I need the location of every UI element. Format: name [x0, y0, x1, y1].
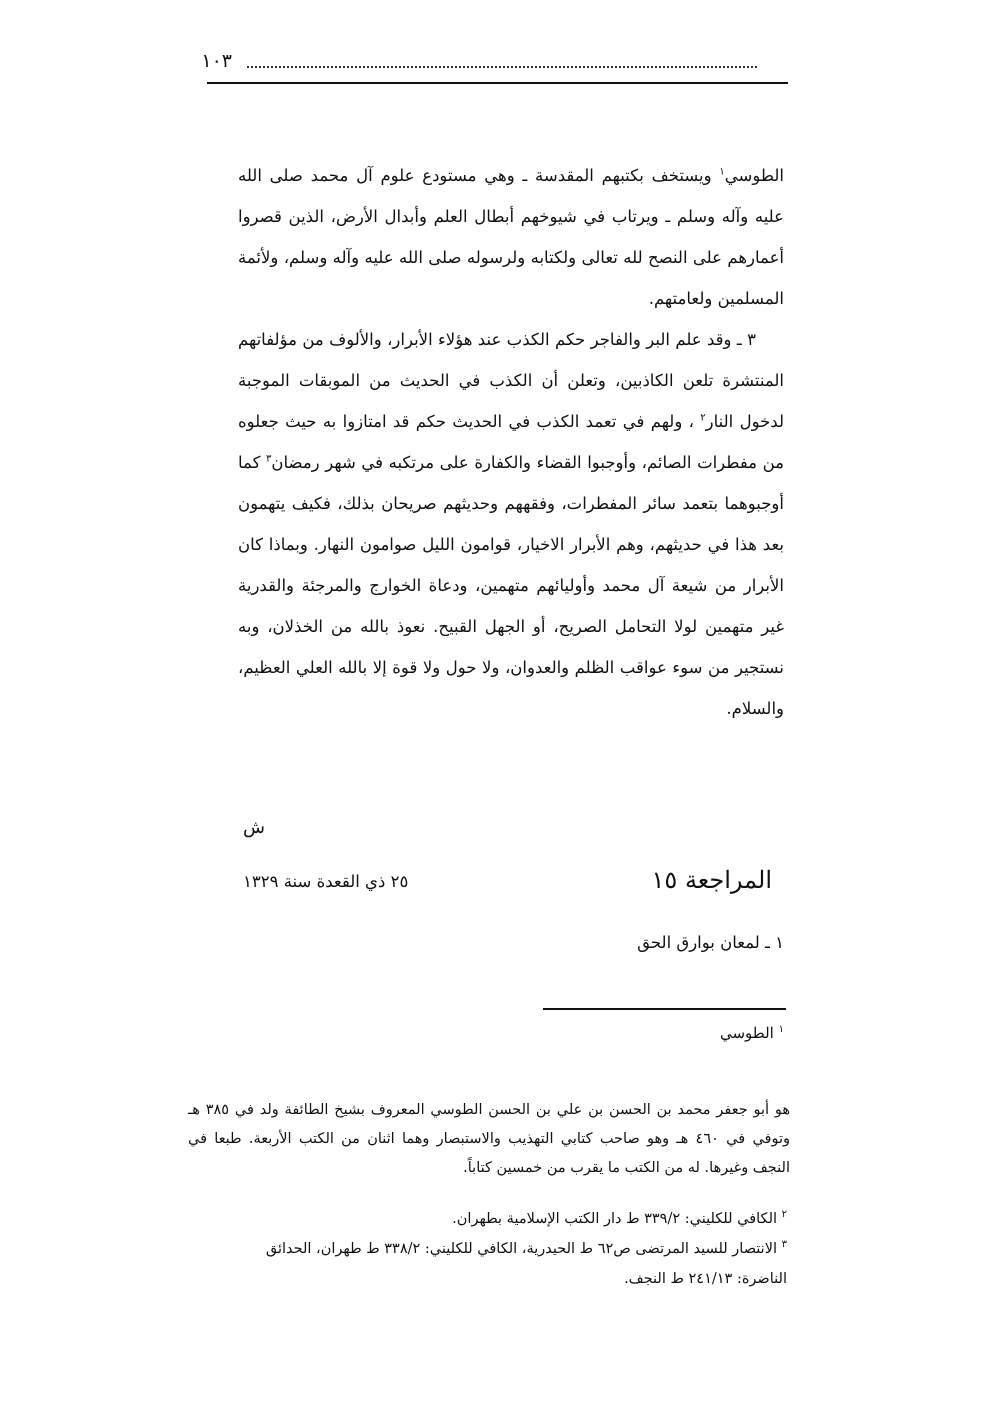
footnote-3-text: الانتصار للسيد المرتضى ص٦٢ ط الحيدرية، الكافي للكليني: ٣٣٨/٢ ط طهران، الحدائق الناضرة: ٢٤١/١٣ ط النجف.	[265, 1241, 787, 1287]
footnote-ref-3[interactable]: ٣	[266, 453, 272, 465]
footnote-2	[227, 1204, 787, 1234]
footnote-list	[227, 1204, 787, 1294]
footnote-1-body	[188, 1096, 790, 1183]
header-dotted-line	[247, 66, 757, 68]
para1-text: ويستخف بكتبهم المقدسة ـ وهي مستودع علوم آل محمد صلى الله عليه وآله وسلم ـ ويرتاب في شيوخهم أبطال العلم وأبدال الأرض، الذين قصروا أعمارهم على النصح لله تعالى ولكتابه ولرسوله صلى الله عليه وآله وسلم، ولأئمة المسلمين ولعامتهم.	[238, 166, 784, 308]
header-rule	[207, 82, 788, 84]
footnote-1-title: الطوسي	[719, 1024, 779, 1042]
footnote-1-label: ١	[778, 1024, 784, 1035]
section-item-1: ١ ـ لمعان بوارق الحق	[637, 933, 784, 952]
footnote-ref-1[interactable]: ١	[719, 166, 725, 178]
para2-text-c: كما أوجبوهما بتعمد سائر المفطرات، وفقههم وحديثهم صريحان بذلك، فكيف يتهمون بعد هذا في حديثهم، وهم الأبرار الاخيار، قوامون الليل صوامون النهار. وبماذا كان الأبرار من شيعة آل محمد وأوليائهم متهمين، ودعاة الخوارج والمرجئة والقدرية غير متهمين لولا التحامل الصريح، أو الجهل القبيح. نعوذ بالله من الخذلان، وبه نستجير من سوء عواقب الظلم والعدوان، ولا حول ولا قوة إلا بالله العلي العظيم، والسلام.	[238, 453, 784, 718]
footnote-2-label: ٢	[781, 1209, 787, 1221]
page-number: ١٠٣	[201, 50, 232, 72]
signature-letter: ش	[243, 817, 265, 838]
section-date: ٢٥ ذي القعدة سنة ١٣٢٩	[243, 872, 409, 891]
footnote-1-text: هو أبو جعفر محمد بن الحسن بن علي بن الحسن الطوسي المعروف بشيخ الطائفة ولد في ٣٨٥ هـ وتوفي في ٤٦٠ هـ وهو صاحب كتابي التهذيب والاستبصار وهما اثنان من الكتب الأربعة. طبعا في النجف وغيرها. له من الكتب ما يقرب من خمسين كتاباً.	[188, 1102, 790, 1176]
footnote-3-label: ٣	[781, 1239, 787, 1251]
para1-first-word: الطوسي	[724, 166, 784, 185]
footnote-ref-2[interactable]: ٢	[700, 412, 706, 424]
footnote-separator	[543, 1008, 786, 1010]
para2-text-a: ٣ ـ وقد علم البر والفاجر حكم الكذب عند هؤلاء الأبرار، والألوف من مؤلفاتهم المنتشرة تلعن الكاذبين، وتعلن أن الكذب في الحديث من الموبقات الموجبة لدخول النار	[238, 330, 784, 431]
para2-text-b: ، ولهم في تعمد الكذب في الحديث حكم قد امتازوا به حيث جعلوه من مفطرات الصائم، وأوجبوا القضاء والكفارة على مرتكبه في شهر رمضان	[238, 412, 784, 472]
paragraph-1	[238, 155, 784, 319]
footnote-3	[227, 1234, 787, 1294]
footnote-2-text: الكافي للكليني: ٣٣٩/٢ ط دار الكتب الإسلامية بطهران.	[452, 1211, 782, 1227]
footnote-1-heading	[720, 1024, 784, 1042]
main-body-text	[238, 155, 784, 729]
section-title: المراجعة ١٥	[651, 866, 772, 894]
paragraph-2	[238, 319, 784, 729]
